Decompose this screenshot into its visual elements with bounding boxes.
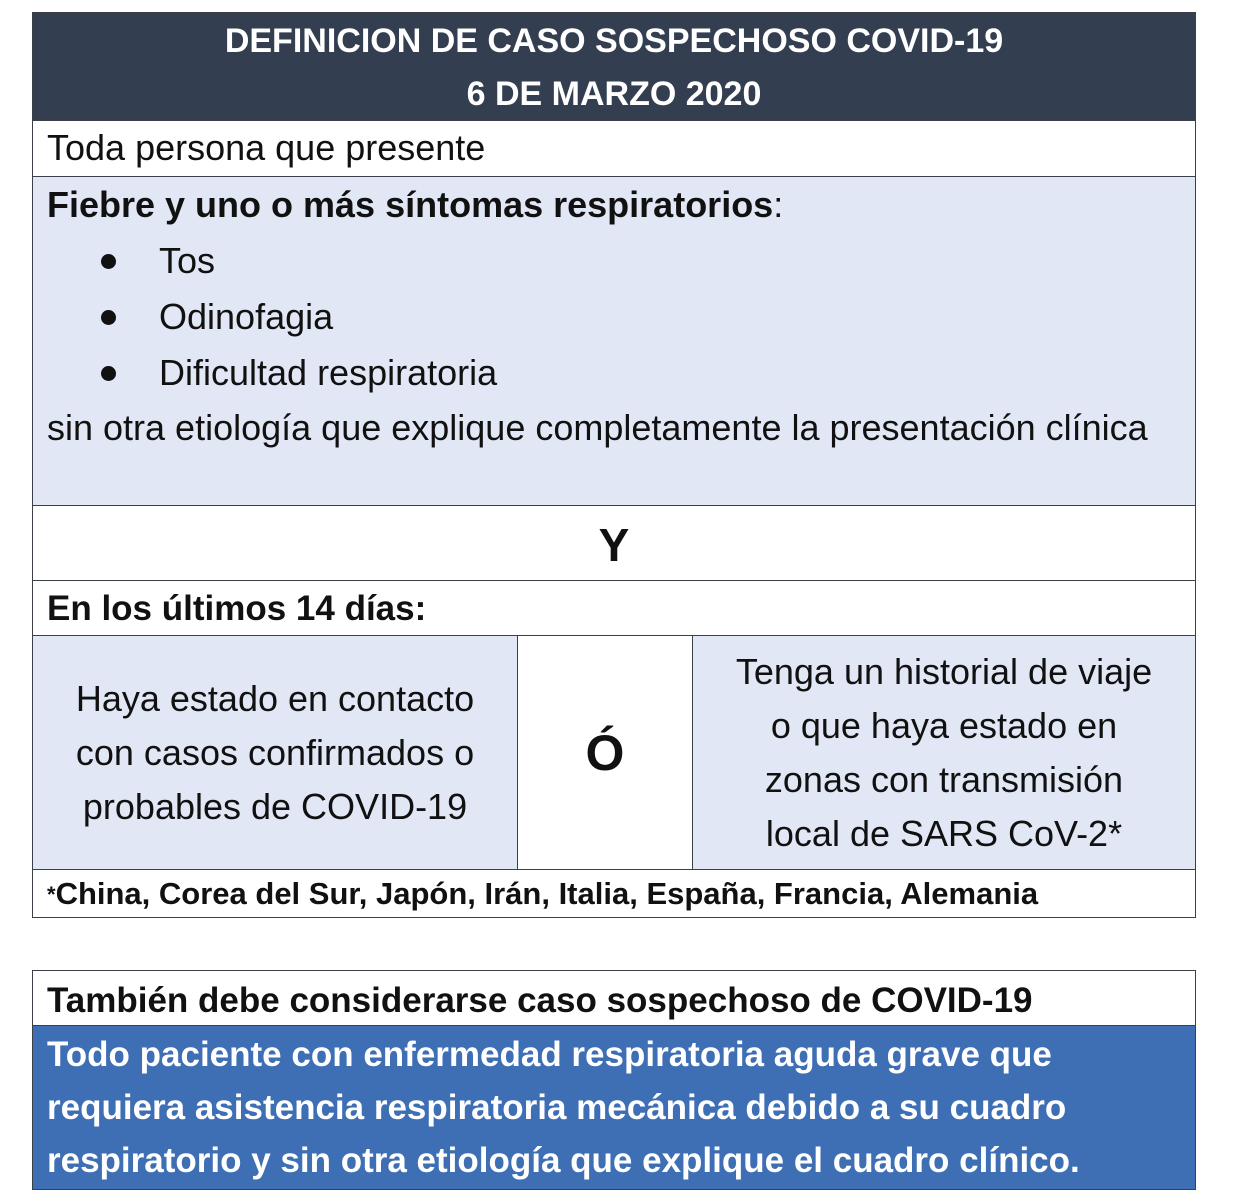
travel-criterion-text xyxy=(736,645,1152,861)
bullet-icon xyxy=(101,254,116,269)
symptoms-list xyxy=(47,233,1195,401)
symptoms-lead-text: Fiebre y uno o más síntomas respiratorios xyxy=(47,184,774,225)
bullet-icon xyxy=(101,366,116,381)
footnote-star: * xyxy=(47,882,56,907)
case-definition-table xyxy=(32,12,1196,918)
text-line: respiratorio y sin otra etiología que explique el cuadro clínico. xyxy=(47,1141,1080,1180)
days-label: En los últimos 14 días: xyxy=(32,581,1196,636)
symptom-text: Odinofagia xyxy=(159,296,334,337)
text-line: zonas con transmisión xyxy=(764,758,1124,800)
additional-case-title: También debe considerarse caso sospechoso de COVID-19 xyxy=(32,970,1196,1026)
contact-criterion-text xyxy=(76,672,474,834)
travel-criterion xyxy=(693,636,1195,869)
conjunction-and: Y xyxy=(32,506,1196,581)
symptoms-lead xyxy=(47,177,1195,233)
text-line: Todo paciente con enfermedad respiratoria aguda grave que xyxy=(47,1035,1052,1074)
symptoms-lead-colon: : xyxy=(773,184,784,225)
text-line: local de SARS CoV-2* xyxy=(765,812,1123,854)
text-line: con casos confirmados o xyxy=(75,731,475,773)
header-date: 6 DE MARZO 2020 xyxy=(466,75,762,113)
additional-case-table xyxy=(32,970,1196,1190)
header-title: DEFINICION DE CASO SOSPECHOSO COVID-19 xyxy=(224,22,1004,60)
list-item xyxy=(101,345,1195,401)
intro-row: Toda persona que presente xyxy=(32,121,1196,177)
list-item xyxy=(101,233,1195,289)
bullet-icon xyxy=(101,310,116,325)
symptoms-tail: sin otra etiología que explique completamente la presentación clínica xyxy=(47,407,1148,448)
table-header xyxy=(32,12,1196,121)
text-line: o que haya estado en xyxy=(770,704,1118,746)
criteria-options-row xyxy=(32,636,1196,870)
text-line: requiera asistencia respiratoria mecánica debido a su cuadro xyxy=(47,1088,1067,1127)
symptom-text: Dificultad respiratoria xyxy=(159,352,498,393)
symptom-text: Tos xyxy=(159,240,216,281)
contact-criterion xyxy=(33,636,518,869)
list-item xyxy=(101,289,1195,345)
text-line: probables de COVID-19 xyxy=(82,785,468,827)
symptoms-row xyxy=(32,177,1196,506)
footnote-row xyxy=(32,870,1196,918)
additional-case-body xyxy=(32,1026,1196,1190)
text-line: Tenga un historial de viaje xyxy=(735,650,1153,692)
text-line: Haya estado en contacto xyxy=(75,677,475,719)
conjunction-or: Ó xyxy=(518,636,693,869)
footnote-countries: China, Corea del Sur, Japón, Irán, Italia, España, Francia, Alemania xyxy=(55,876,1039,911)
